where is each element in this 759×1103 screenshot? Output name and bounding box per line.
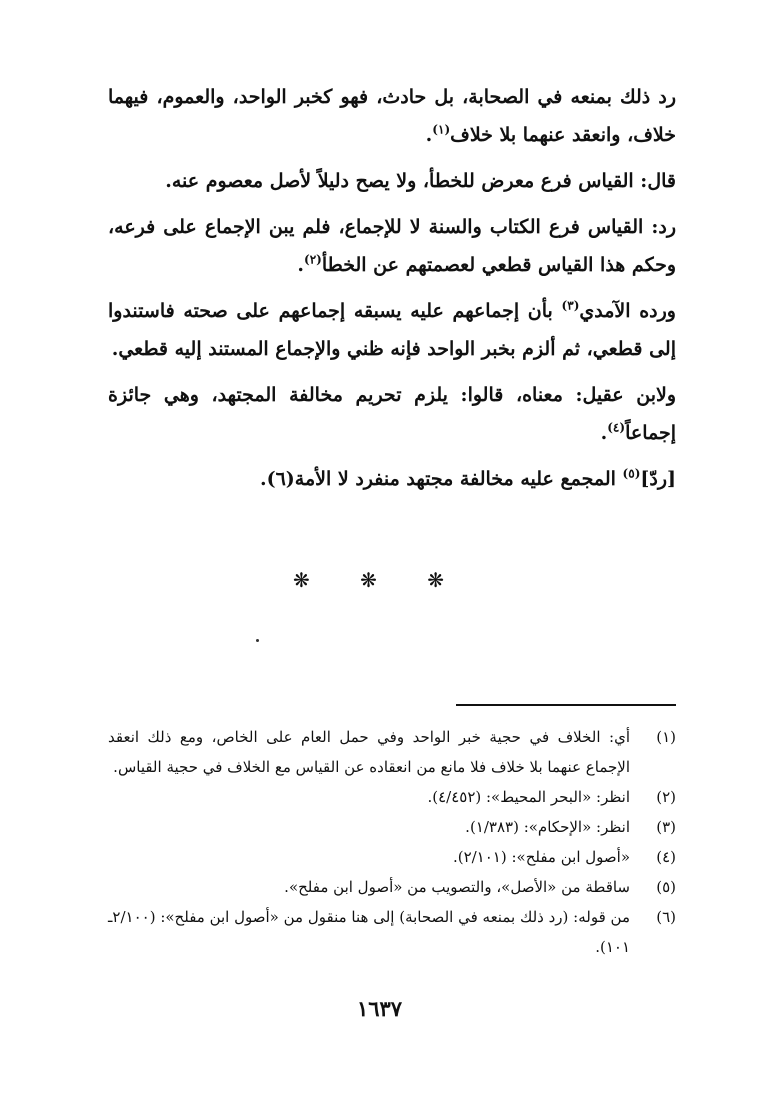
footnote-item bbox=[108, 782, 676, 812]
paragraph-6 bbox=[108, 460, 676, 498]
paragraph-text: ورده الآمدي bbox=[579, 300, 676, 322]
footnote-item bbox=[108, 842, 676, 872]
footnote-ref: (٤) bbox=[607, 420, 626, 435]
paragraph-tail: بأن إجماعهم عليه يسبقه إجماعهم على صحته فاستندوا إلى قطعي، ثم ألزم بخبر الواحد فإنه ظني والإجماع المستند إليه قطعي. bbox=[108, 300, 676, 360]
paragraph-text: ولابن عقيل: معناه، قالوا: يلزم تحريم مخالفة المجتهد، وهي جائزة إجماعاً bbox=[108, 384, 676, 444]
footnote-text: «أصول ابن مفلح»: (٢/١٠١). bbox=[452, 848, 630, 866]
footnote-number: (٢) bbox=[656, 788, 676, 806]
footnote-text: انظر: «الإحكام»: (١/٣٨٣). bbox=[465, 818, 630, 836]
footnote-number: (٦) bbox=[656, 908, 676, 926]
paragraph-text: [ردّ] bbox=[640, 468, 676, 490]
footnote-item bbox=[108, 722, 676, 782]
paragraph-1 bbox=[108, 78, 676, 154]
footnote-number: (٤) bbox=[656, 848, 676, 866]
footnote-text: أي: الخلاف في حجية خبر الواحد وفي حمل العام على الخاص، ومع ذلك انعقد الإجماع عنهما بلا خلاف فلا مانع من انعقاده عن القياس مع الخلاف في حجية القياس. bbox=[108, 728, 630, 776]
paragraph-tail: . bbox=[297, 254, 305, 276]
footnote-ref: (٣) bbox=[561, 298, 580, 313]
paragraph-text: رد ذلك بمنعه في الصحابة، بل حادث، فهو كخبر الواحد، والعموم، فيهما خلاف، وانعقد عنهما بلا خلاف bbox=[108, 86, 676, 146]
paragraph-tail: المجمع عليه مخالفة مجتهد منفرد لا الأمة(٦). bbox=[259, 468, 623, 490]
footnote-number: (١) bbox=[656, 728, 676, 746]
footnote-number: (٣) bbox=[656, 818, 676, 836]
footnote-text: انظر: «البحر المحيط»: (٤/٤٥٢). bbox=[427, 788, 630, 806]
paragraph-text: رد: القياس فرع الكتاب والسنة لا للإجماع، فلم يبن الإجماع على فرعه، وحكم هذا القياس قطعي لعصمتهم عن الخطأ bbox=[108, 216, 676, 276]
footnote-text: من قوله: (رد ذلك بمنعه في الصحابة) إلى هنا منقول من «أصول ابن مفلح»: (٢/١٠٠ـ ١٠١). bbox=[108, 908, 630, 956]
main-text bbox=[108, 78, 676, 506]
footnote-item bbox=[108, 872, 676, 902]
paragraph-tail: . bbox=[600, 422, 608, 444]
footnote-ref: (١) bbox=[432, 122, 451, 137]
paragraph-4 bbox=[108, 292, 676, 368]
paragraph-text: قال: القياس فرع معرض للخطأ، ولا يصح دليلاً لأصل معصوم عنه. bbox=[165, 170, 676, 192]
footnote-item bbox=[108, 902, 676, 962]
footnote-rule bbox=[456, 704, 676, 706]
paragraph-3 bbox=[108, 208, 676, 284]
stray-mark bbox=[256, 639, 259, 642]
section-separator: ❋ ❋ ❋ bbox=[293, 568, 466, 592]
footnote-ref: (٢) bbox=[304, 252, 322, 267]
footnotes bbox=[108, 722, 676, 962]
paragraph-5 bbox=[108, 376, 676, 452]
footnote-number: (٥) bbox=[656, 878, 676, 896]
page-number: ١٦٣٧ bbox=[356, 996, 403, 1021]
footnote-text: ساقطة من «الأصل»، والتصويب من «أصول ابن مفلح». bbox=[284, 878, 630, 896]
paragraph-tail: . bbox=[425, 124, 433, 146]
paragraph-2 bbox=[108, 162, 676, 200]
footnote-item bbox=[108, 812, 676, 842]
footnote-ref: (٥) bbox=[622, 466, 641, 481]
